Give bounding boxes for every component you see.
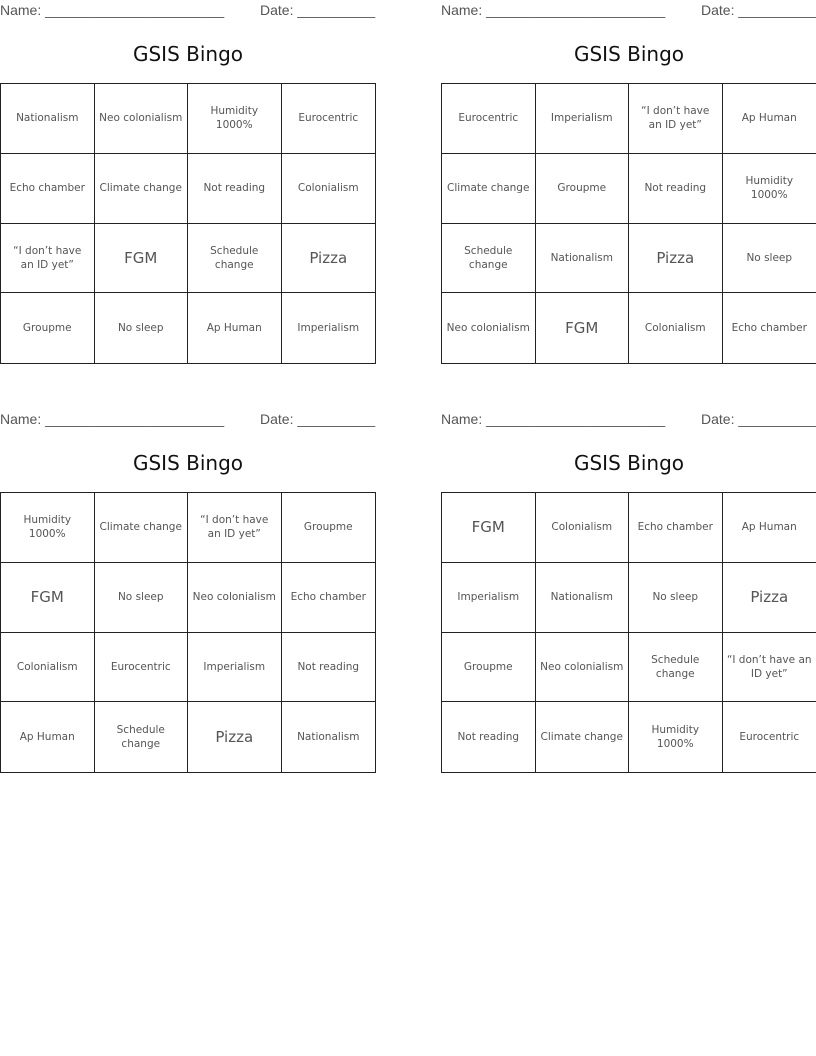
bingo-cell[interactable]: Climate change: [536, 702, 630, 772]
bingo-card: [0, 0, 376, 368]
bingo-cell[interactable]: “I don’t have an ID yet”: [188, 493, 282, 563]
bingo-cell[interactable]: Schedule change: [442, 224, 536, 294]
card-title: GSIS Bingo: [573, 451, 685, 475]
bingo-cell[interactable]: Echo chamber: [731, 322, 807, 335]
bingo-cell[interactable]: No sleep: [723, 224, 816, 294]
bingo-cell[interactable]: Climate change: [95, 154, 189, 224]
bingo-cell[interactable]: Eurocentric: [442, 84, 536, 154]
card-title: GSIS Bingo: [573, 42, 685, 66]
bingo-grid: [0, 492, 376, 773]
bingo-cell[interactable]: Pizza: [629, 224, 723, 294]
date-field-label: Date: __________: [260, 2, 376, 18]
bingo-cell[interactable]: Ap Human: [723, 84, 816, 154]
bingo-cell[interactable]: Humidity 1000%: [188, 84, 282, 154]
bingo-cell[interactable]: Not reading: [188, 154, 282, 224]
card-header: [0, 0, 376, 22]
bingo-cell[interactable]: Echo chamber: [282, 563, 376, 633]
bingo-card: [0, 409, 376, 777]
bingo-cell[interactable]: Imperialism: [442, 563, 536, 633]
bingo-cell[interactable]: Schedule change: [95, 702, 189, 772]
card-header: [441, 409, 816, 431]
bingo-cell[interactable]: “I don’t have an ID yet”: [1, 224, 95, 294]
bingo-grid: [441, 492, 816, 773]
name-field-label: Name: _______________________: [0, 2, 225, 18]
bingo-cell[interactable]: Ap Human: [188, 293, 282, 363]
bingo-cell[interactable]: Imperialism: [536, 84, 630, 154]
bingo-cell[interactable]: No sleep: [95, 563, 189, 633]
bingo-cell[interactable]: Nationalism: [297, 731, 360, 744]
bingo-cell[interactable]: FGM: [95, 224, 189, 294]
bingo-cell[interactable]: Not reading: [629, 154, 723, 224]
bingo-cell[interactable]: Not reading: [442, 702, 536, 772]
bingo-cell[interactable]: Nationalism: [536, 224, 630, 294]
bingo-cell[interactable]: No sleep: [629, 563, 723, 633]
bingo-cell[interactable]: Neo colonialism: [536, 633, 630, 703]
bingo-cell[interactable]: Pizza: [723, 563, 816, 633]
card-header: [0, 409, 376, 431]
bingo-card: [441, 0, 816, 368]
bingo-cell[interactable]: Humidity 1000%: [629, 702, 723, 772]
name-field-label: Name: _______________________: [441, 2, 666, 18]
bingo-cell[interactable]: No sleep: [95, 293, 189, 363]
card-title: GSIS Bingo: [132, 42, 244, 66]
bingo-cell[interactable]: Not reading: [282, 633, 376, 703]
bingo-cell[interactable]: Colonialism: [282, 154, 376, 224]
date-field-label: Date: __________: [260, 411, 376, 427]
bingo-cell[interactable]: Eurocentric: [739, 731, 800, 744]
bingo-cell[interactable]: Groupme: [442, 633, 536, 703]
card-title: GSIS Bingo: [132, 451, 244, 475]
bingo-cell[interactable]: Imperialism: [297, 322, 360, 335]
bingo-cell[interactable]: Colonialism: [629, 293, 723, 363]
date-field-label: Date: __________: [701, 411, 816, 427]
bingo-cell[interactable]: Groupme: [536, 154, 630, 224]
bingo-cell[interactable]: Echo chamber: [1, 154, 95, 224]
bingo-cell[interactable]: Ap Human: [723, 493, 816, 563]
bingo-cell[interactable]: “I don’t have an ID yet”: [629, 84, 723, 154]
bingo-cell[interactable]: Neo colonialism: [442, 293, 536, 363]
bingo-cell[interactable]: Groupme: [282, 493, 376, 563]
bingo-cell[interactable]: Eurocentric: [95, 633, 189, 703]
bingo-cell[interactable]: Climate change: [442, 154, 536, 224]
bingo-cell[interactable]: Climate change: [95, 493, 189, 563]
bingo-cell[interactable]: Humidity 1000%: [1, 493, 95, 563]
bingo-cell[interactable]: Imperialism: [188, 633, 282, 703]
bingo-cell[interactable]: Colonialism: [1, 633, 95, 703]
bingo-cell[interactable]: Neo colonialism: [95, 84, 189, 154]
bingo-grid: [0, 83, 376, 364]
bingo-cell[interactable]: Echo chamber: [629, 493, 723, 563]
bingo-cell[interactable]: Pizza: [188, 702, 282, 772]
bingo-cell[interactable]: Schedule change: [188, 224, 282, 294]
bingo-card: [441, 409, 816, 777]
name-field-label: Name: _______________________: [0, 411, 225, 427]
name-field-label: Name: _______________________: [441, 411, 666, 427]
bingo-cell[interactable]: FGM: [442, 493, 536, 563]
bingo-cell[interactable]: Humidity 1000%: [723, 154, 816, 224]
date-field-label: Date: __________: [701, 2, 816, 18]
bingo-cell[interactable]: Colonialism: [536, 493, 630, 563]
bingo-cell[interactable]: “I don’t have an ID yet”: [723, 633, 816, 703]
bingo-cell[interactable]: Eurocentric: [282, 84, 376, 154]
bingo-cell[interactable]: FGM: [536, 293, 630, 363]
bingo-cell[interactable]: Neo colonialism: [188, 563, 282, 633]
bingo-grid: [441, 83, 816, 364]
bingo-cell[interactable]: Groupme: [1, 293, 95, 363]
bingo-cell[interactable]: Nationalism: [536, 563, 630, 633]
card-header: [441, 0, 816, 22]
bingo-cell[interactable]: Nationalism: [1, 84, 95, 154]
bingo-cell[interactable]: FGM: [1, 563, 95, 633]
bingo-cell[interactable]: Pizza: [282, 224, 376, 294]
bingo-cell[interactable]: Schedule change: [629, 633, 723, 703]
bingo-cell[interactable]: Ap Human: [1, 702, 95, 772]
